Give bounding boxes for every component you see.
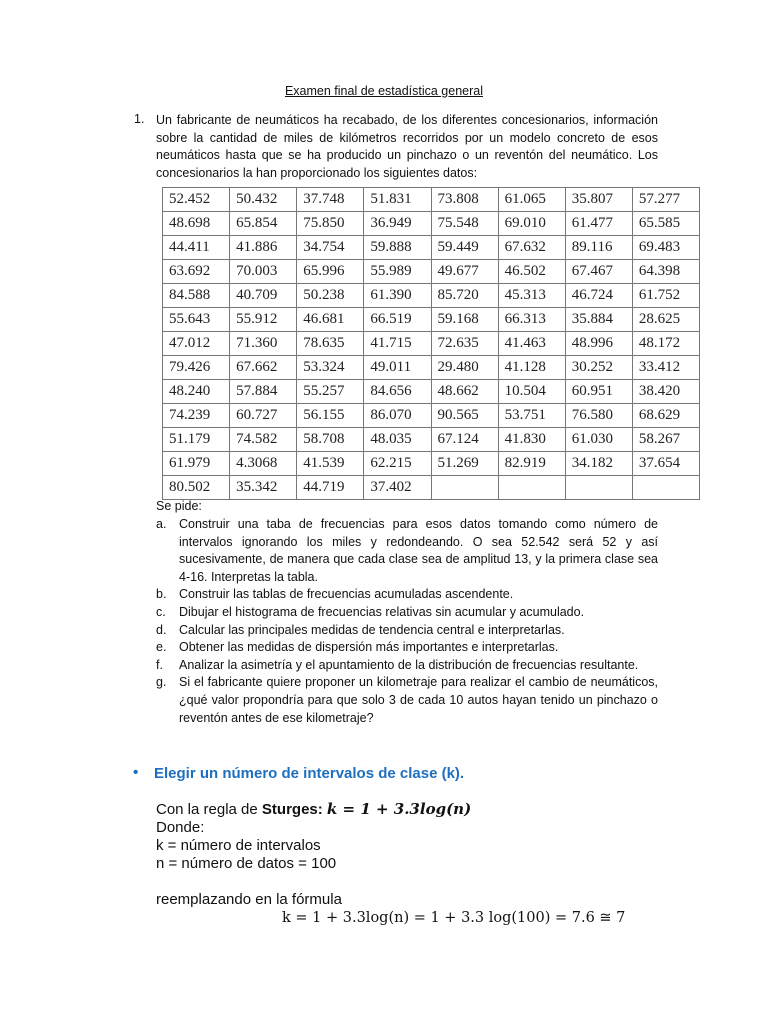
table-cell: 41.463 [498,332,565,356]
table-cell: 56.155 [297,404,364,428]
table-cell: 59.449 [431,236,498,260]
table-cell: 41.830 [498,428,565,452]
question-number: 1. [134,112,145,126]
data-table-body [163,188,700,500]
task-item-g [156,674,658,727]
bullet-icon: • [133,764,139,781]
table-cell: 85.720 [431,284,498,308]
table-cell: 59.888 [364,236,431,260]
table-row [163,260,700,284]
task-letter: e. [156,640,167,655]
table-cell: 61.390 [364,284,431,308]
task-letter: b. [156,587,167,602]
task-text: Dibujar el histograma de frecuencias relativas sin acumular y acumulado. [179,604,585,619]
table-cell: 68.629 [632,404,699,428]
table-cell: 60.727 [230,404,297,428]
table-cell: 65.585 [632,212,699,236]
table-cell: 84.588 [163,284,230,308]
task-letter: g. [156,675,167,690]
table-row [163,188,700,212]
table-cell [565,476,632,500]
table-cell: 37.402 [364,476,431,500]
table-cell: 84.656 [364,380,431,404]
table-cell: 61.030 [565,428,632,452]
table-cell: 75.850 [297,212,364,236]
table-cell: 48.996 [565,332,632,356]
table-cell: 55.257 [297,380,364,404]
table-cell: 55.912 [230,308,297,332]
question-text: Un fabricante de neumáticos ha recabado, de los diferentes concesionarios, información sobre la cantidad de miles de kilómetros recorridos por un modelo concreto de esos neumáticos hasta que se ha producido un pinchazo o un reventón del neumático. Los concesionarios la han proporcionado los siguientes datos: [156,113,658,180]
sturges-result-formula: k = 1 + 3.3log(n) = 1 + 3.3 log(100) = 7.6 ≅ 7 [282,910,626,926]
table-cell: 4.3068 [230,452,297,476]
table-cell: 82.919 [498,452,565,476]
table-cell: 90.565 [431,404,498,428]
table-cell: 48.698 [163,212,230,236]
table-cell: 72.635 [431,332,498,356]
table-cell: 79.426 [163,356,230,380]
table-row [163,356,700,380]
table-cell: 57.277 [632,188,699,212]
table-cell: 41.886 [230,236,297,260]
table-cell: 38.420 [632,380,699,404]
table-cell: 37.654 [632,452,699,476]
table-cell: 58.267 [632,428,699,452]
sturges-formula: k = 1 + 3.3log(n) [326,800,472,818]
table-row [163,404,700,428]
donde-label: Donde: [156,819,205,836]
table-row [163,452,700,476]
se-pide-label: Se pide: [156,499,202,513]
table-cell: 35.342 [230,476,297,500]
table-cell: 74.239 [163,404,230,428]
table-cell: 51.831 [364,188,431,212]
table-cell: 28.625 [632,308,699,332]
table-cell: 29.480 [431,356,498,380]
table-cell: 36.949 [364,212,431,236]
table-cell: 67.467 [565,260,632,284]
task-item-d [156,622,658,640]
table-cell: 67.124 [431,428,498,452]
table-cell: 44.719 [297,476,364,500]
table-row [163,308,700,332]
table-row [163,476,700,500]
table-cell: 51.269 [431,452,498,476]
table-cell: 50.238 [297,284,364,308]
table-cell: 55.989 [364,260,431,284]
table-cell: 46.502 [498,260,565,284]
table-cell: 59.168 [431,308,498,332]
task-letter: f. [156,657,163,672]
table-cell: 64.398 [632,260,699,284]
task-text: Analizar la asimetría y el apuntamiento de la distribución de frecuencias resultante. [179,657,639,672]
table-cell: 66.313 [498,308,565,332]
table-cell: 60.951 [565,380,632,404]
table-cell: 50.432 [230,188,297,212]
table-cell: 48.662 [431,380,498,404]
table-cell: 44.411 [163,236,230,260]
table-cell: 55.643 [163,308,230,332]
table-row [163,428,700,452]
table-row [163,236,700,260]
task-text: Calcular las principales medidas de tendencia central e interpretarlas. [179,622,565,637]
table-cell: 71.360 [230,332,297,356]
table-cell: 61.752 [632,284,699,308]
table-cell: 61.065 [498,188,565,212]
table-cell: 34.182 [565,452,632,476]
k-definition: k = número de intervalos [156,837,321,854]
table-cell: 62.215 [364,452,431,476]
table-cell: 67.632 [498,236,565,260]
table-row [163,380,700,404]
table-cell: 41.128 [498,356,565,380]
table-cell: 70.003 [230,260,297,284]
table-cell: 51.179 [163,428,230,452]
table-cell: 53.751 [498,404,565,428]
task-item-c [156,604,658,622]
table-cell: 46.681 [297,308,364,332]
task-text: Construir una taba de frecuencias para esos datos tomando como número de intervalos ignorando los miles y redondeando. O sea 52.542 será 52 y así sucesivamente, de manera que cada clase sea de amplitud 13, y la primera clase sea 4-16. Interpretas la tabla. [179,517,658,584]
table-cell: 74.582 [230,428,297,452]
table-cell: 65.996 [297,260,364,284]
task-item-e [156,639,658,657]
table-cell: 34.754 [297,236,364,260]
table-cell: 35.807 [565,188,632,212]
table-cell: 10.504 [498,380,565,404]
table-cell: 48.035 [364,428,431,452]
table-cell: 61.979 [163,452,230,476]
reemplazando-text: reemplazando en la fórmula [156,891,342,908]
table-row [163,332,700,356]
table-cell: 89.116 [565,236,632,260]
table-cell [498,476,565,500]
sturges-prefix: Con la regla de [156,801,262,818]
table-cell: 49.011 [364,356,431,380]
table-cell: 65.854 [230,212,297,236]
sturges-line [156,800,471,818]
table-cell: 40.709 [230,284,297,308]
task-letter: a. [156,517,167,531]
table-cell: 53.324 [297,356,364,380]
table-cell: 80.502 [163,476,230,500]
table-cell: 57.884 [230,380,297,404]
table-cell: 46.724 [565,284,632,308]
table-cell: 61.477 [565,212,632,236]
table-cell: 37.748 [297,188,364,212]
table-cell: 69.483 [632,236,699,260]
table-cell: 78.635 [297,332,364,356]
data-table [162,187,700,500]
task-text: Construir las tablas de frecuencias acumuladas ascendente. [179,587,514,602]
table-cell: 41.715 [364,332,431,356]
table-row [163,212,700,236]
task-item-b [156,586,658,604]
table-cell: 48.240 [163,380,230,404]
table-cell: 67.662 [230,356,297,380]
task-item-a [156,516,658,586]
task-list [156,516,658,727]
table-cell: 52.452 [163,188,230,212]
task-text: Obtener las medidas de dispersión más importantes e interpretarlas. [179,640,559,655]
table-cell: 75.548 [431,212,498,236]
table-cell: 35.884 [565,308,632,332]
table-cell: 41.539 [297,452,364,476]
table-cell: 69.010 [498,212,565,236]
sturges-label: Sturges: [261,801,327,818]
task-letter: c. [156,604,166,619]
table-cell: 47.012 [163,332,230,356]
table-cell: 63.692 [163,260,230,284]
table-cell [431,476,498,500]
table-cell: 58.708 [297,428,364,452]
table-cell [632,476,699,500]
task-text: Si el fabricante quiere proponer un kilometraje para realizar el cambio de neumáticos, ¿qué valor propondría para que solo 3 de cada 10 autos hayan tenido un pinchazo o reventón antes de ese kilometraje? [179,675,658,725]
task-item-f [156,657,658,675]
table-cell: 66.519 [364,308,431,332]
page-title: Examen final de estadística general [284,84,484,98]
task-letter: d. [156,622,167,637]
table-cell: 45.313 [498,284,565,308]
section-heading-text: Elegir un número de intervalos de clase (k). [154,765,465,782]
n-definition: n = número de datos = 100 [156,855,337,872]
table-row [163,284,700,308]
table-cell: 33.412 [632,356,699,380]
table-cell: 73.808 [431,188,498,212]
table-cell: 49.677 [431,260,498,284]
table-cell: 48.172 [632,332,699,356]
table-cell: 86.070 [364,404,431,428]
table-cell: 30.252 [565,356,632,380]
table-cell: 76.580 [565,404,632,428]
